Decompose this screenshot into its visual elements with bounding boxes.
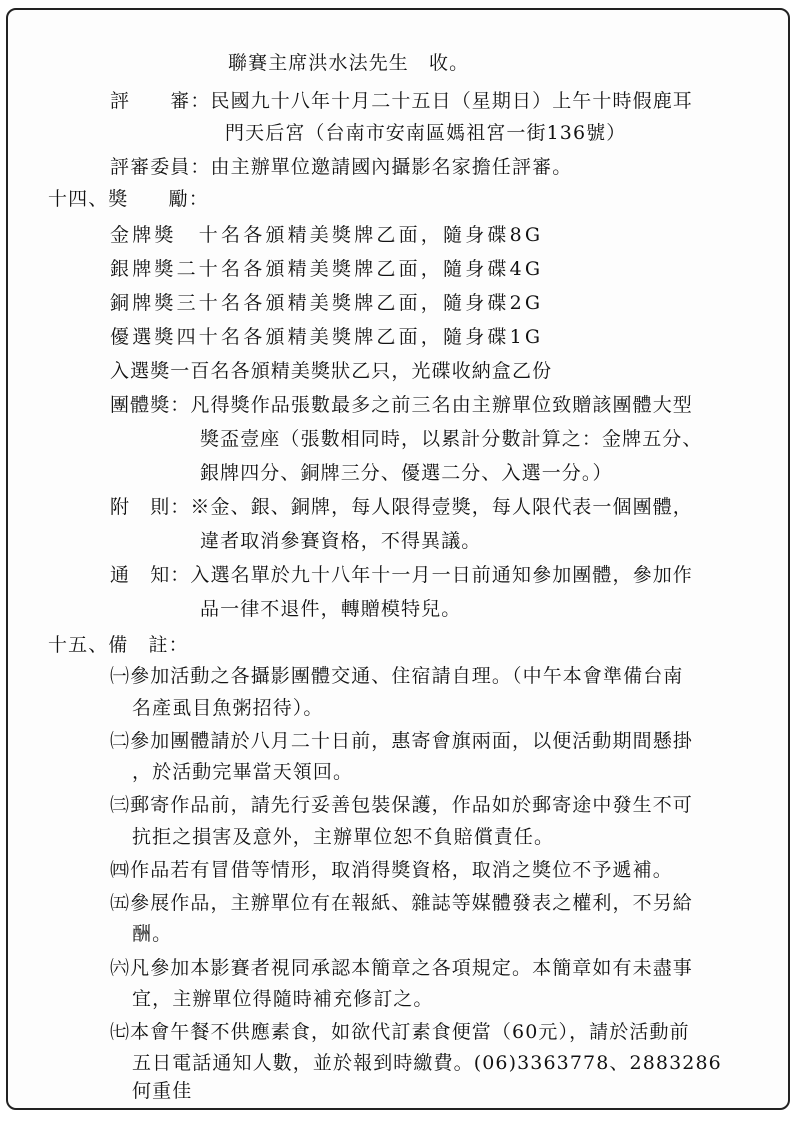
remark-7: ㈦本會午餐不供應素食，如欲代訂素食便當（60元），請於活動前	[110, 1021, 690, 1044]
remark-6-cont: 宜，主辦單位得隨時補充修訂之。	[132, 987, 434, 1010]
remark-3-cont: 抗拒之損害及意外，主辦單位恕不負賠償責任。	[132, 825, 555, 848]
notice-line: 通 知：入選名單於九十八年十一月一日前通知參加團體，參加作	[110, 564, 693, 586]
award-gold: 金牌獎 十名各頒精美獎牌乙面，隨身碟8G	[110, 224, 544, 246]
section-14-heading: 十四、獎 勵：	[48, 188, 209, 210]
rules-line-cont: 違者取消參賽資格，不得異議。	[200, 530, 482, 552]
award-group-cont-1: 獎盃壹座（張數相同時，以累計分數計算之：金牌五分、	[200, 428, 703, 450]
remark-5: ㈤參展作品，主辦單位有在報紙、雜誌等媒體發表之權利，不另給	[110, 892, 693, 915]
remark-1-cont: 名產虱目魚粥招待）。	[132, 696, 324, 719]
section-15-heading: 十五、備 註：	[48, 634, 189, 656]
remark-1: ㈠參加活動之各攝影團體交通、住宿請自理。（中午本會準備台南	[110, 665, 684, 688]
contact-name: 何重佳	[132, 1080, 193, 1102]
remark-2: ㈡參加團體請於八月二十日前，惠寄會旗兩面，以便活動期間懸掛	[110, 729, 693, 752]
judging-line-cont: 門天后宮（台南市安南區媽祖宮一街136號）	[225, 122, 627, 144]
judges-line: 評審委員：由主辦單位邀請國內攝影名家擔任評審。	[110, 156, 573, 178]
remark-2-cont: ，於活動完畢當天領回。	[132, 761, 354, 784]
remark-7-cont: 五日電話通知人數，並於報到時繳費。(06)3363778、2883286	[132, 1052, 722, 1075]
remark-4: ㈣作品若有冒借等情形，取消得獎資格，取消之獎位不予遞補。	[110, 858, 673, 881]
award-silver: 銀牌獎二十名各頒精美獎牌乙面，隨身碟4G	[110, 258, 544, 280]
remark-6: ㈥凡參加本影賽者視同承認本簡章之各項規定。本簡章如有未盡事	[110, 956, 693, 979]
award-merit: 優選獎四十名各頒精美獎牌乙面，隨身碟1G	[110, 326, 544, 348]
award-bronze: 銅牌獎三十名各頒精美獎牌乙面，隨身碟2G	[110, 292, 544, 314]
judging-line: 評 審：民國九十八年十月二十五日（星期日）上午十時假鹿耳	[110, 90, 693, 112]
award-selected: 入選獎一百名各頒精美獎狀乙只，光碟收納盒乙份	[110, 360, 553, 382]
remark-3: ㈢郵寄作品前，請先行妥善包裝保護，作品如於郵寄途中發生不可	[110, 794, 693, 817]
rules-line: 附 則：※金、銀、銅牌，每人限得壹獎，每人限代表一個團體，	[110, 496, 693, 518]
award-group-cont-2: 銀牌四分、銅牌三分、優選二分、入選一分。）	[200, 462, 613, 484]
notice-line-cont: 品一律不退件，轉贈模特兒。	[200, 598, 462, 620]
award-group: 團體獎：凡得獎作品張數最多之前三名由主辦單位致贈該團體大型	[110, 394, 693, 416]
remark-5-cont: 酬。	[132, 923, 173, 946]
recipient-line: 聯賽主席洪水法先生 收。	[228, 52, 470, 74]
